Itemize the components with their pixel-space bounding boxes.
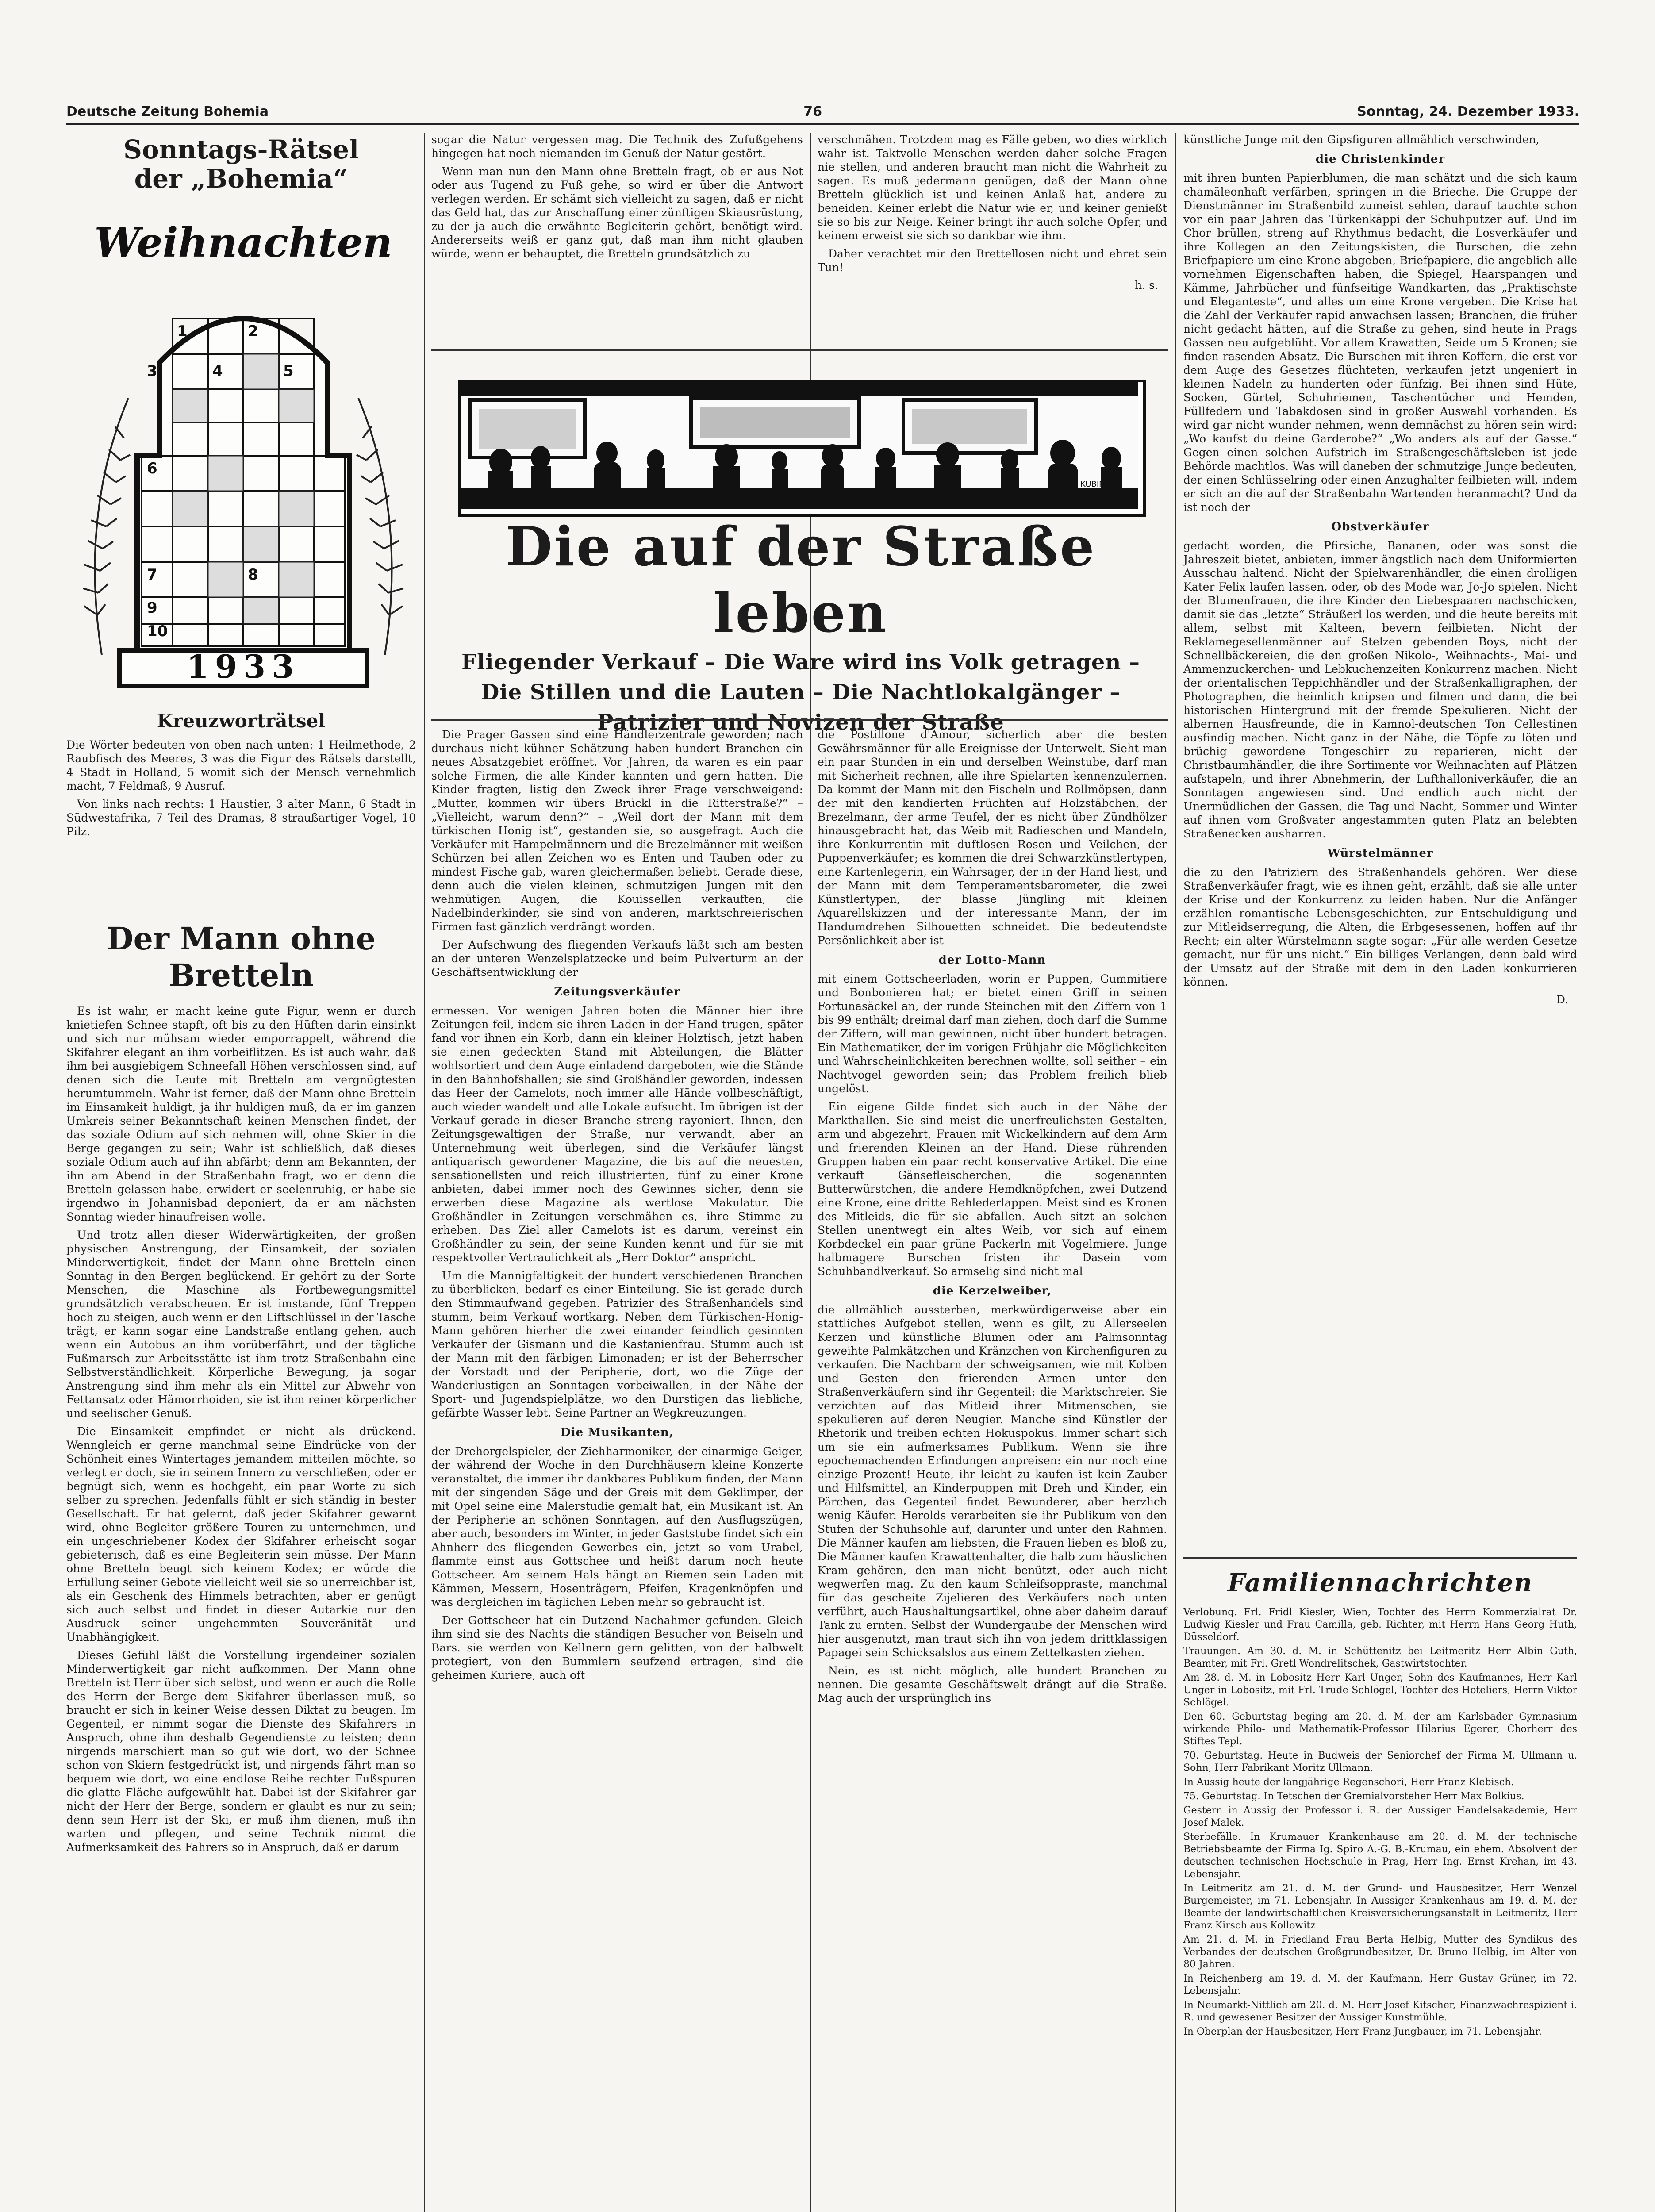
street-scene-image <box>461 382 1138 509</box>
cell-number: 10 <box>147 622 168 640</box>
puzzle-title: Sonntags-Rätsel <box>123 134 359 165</box>
family-notice: 70. Geburtstag. Heute in Budweis der Seniorchef der Firma M. Ullmann u. Sohn, Herr Fabrikant Moritz Ullmann. <box>1183 1750 1577 1774</box>
mann-paragraph: Es ist wahr, er macht keine gute Figur, wenn er durch knietiefen Schnee stapft, oft bis zu den Hüften darin einsinkt und sich nur mühsam wieder emporrappelt, während die Skifahrer elegant an ihm vorbeiflitzen. Es ist auch wahr, daß ihm bei ausgiebigem Schneefall Höhen verschlossen sind, auf denen sich die Leute mit Bretteln am vergnügtesten herumtummeln. Wahr ist ferner, daß der Mann ohne Bretteln im Einsamkeit huldigt, ja ihr huldigen muß, da er im ganzen Umkreis seiner Bekanntschaft keinen Menschen findet, der das soziale Odium auf sich nehmen will, ohne Skier in die Berge gegangen zu sein; Wahr ist schließlich, daß dieses soziale Odium auch auf ihn abfärbt; denn am Bekannten, der ihn am Abend in der Straßenbahn fragt, wo er denn die Bretteln gelassen habe, erwidert er seelenruhig, er habe sie irgendwo in Johannisbad deponiert, da er am nächsten Sonntag wieder hinaufreisen wolle. <box>66 1005 416 1223</box>
strasse-col-b <box>818 728 1167 1709</box>
section-divider <box>1183 1557 1577 1559</box>
mann-title: Der Mann ohne Bretteln <box>106 920 376 994</box>
mann-signature: h. s. <box>1135 279 1158 292</box>
masthead: Deutsche Zeitung Bohemia <box>66 104 269 119</box>
strasse-subhead: Würstelmänner <box>1327 847 1433 860</box>
issue-date: Sonntag, 24. Dezember 1933. <box>1357 104 1579 119</box>
puzzle-section <box>66 135 416 193</box>
kreuzwort-clues-down: Die Wörter bedeuten von oben nach unten: 1 Heilmethode, 2 Raubfisch des Meeres, 3 was die Figur des Rätsels darstellt, 4 Stadt in Holland, 5 womit sich der Mensch vernehmlich macht, 7 Feldmaß, 9 Ausruf. <box>66 738 416 792</box>
family-notice: Verlobung. Frl. Fridl Kiesler, Wien, Tochter des Herrn Kommerzialrat Dr. Ludwig Kiesler und Frau Camilla, geb. Richter, mit Herrn Hans Georg Huth, Düsseldorf. <box>1183 1607 1577 1643</box>
family-notice: Gestern in Aussig der Professor i. R. der Aussiger Handelsakademie, Herr Josef Malek. <box>1183 1805 1577 1828</box>
family-notice: Trauungen. Am 30. d. M. in Schüttenitz bei Leitmeritz Herr Albin Guth, Beamter, mit Frl. Gretl Wondrelitschek, Gastwirtstochter. <box>1183 1646 1577 1669</box>
column-divider <box>424 133 425 2212</box>
family-notice: Sterbefälle. In Krumauer Krankenhause am 20. d. M. der technische Betriebsbeamte der Firma Ig. Spiro A.-G. B.-Krumau, ein ehem. Absolvent der deutschen technischen Hochschule in Prag, Herr Ing. Ernst Krehan, im 43. Lebensjahr. <box>1183 1832 1577 1880</box>
mann-paragraph: verschmähen. Trotzdem mag es Fälle geben, wo dies wirklich wahr ist. Taktvolle Menschen werden daher solche Fragen nie stellen, und anderen braucht man nicht die Wahrheit zu sagen. Es muß jedermann genügen, daß der Mann ohne Bretteln glücklich ist und keinen Anlaß hat, andere zu beneiden. Keiner erlebt die Natur wie er, und keiner genießt sie so bis zur Neige. Keiner bringt ihr auch solche Opfer, und keinem erweist sie sich so dankbar wie ihm. <box>818 133 1167 242</box>
family-notice: Den 60. Geburtstag beging am 20. d. M. der am Karlsbader Gymnasium wirkende Philo- und Mathematik-Professor Hilarius Egerer, Chorherr des Stiftes Tepl. <box>1183 1711 1577 1747</box>
strasse-subhead: Obstverkäufer <box>1331 520 1429 534</box>
family-notice: Am 28. d. M. in Lobositz Herr Karl Unger, Sohn des Kaufmannes, Herr Karl Unger in Lobositz, mit Frl. Trude Schlögel, Tochter des Hoteliers, Herrn Viktor Schlögel. <box>1183 1672 1577 1708</box>
strasse-subhead: Die Musikanten, <box>561 1426 674 1439</box>
section-divider <box>431 349 1168 351</box>
section-divider <box>66 905 416 910</box>
strasse-subhead: die Christenkinder <box>1315 153 1445 166</box>
mann-article-col1 <box>66 916 416 1859</box>
cell-number: 2 <box>248 323 258 340</box>
mann-paragraph: Und trotz allen dieser Widerwärtigkeiten, der großen physischen Anstrengung, der Einsamkeit, der sozialen Minderwertigkeit, findet der Mann ohne Bretteln einen Sonntag in den Bergen beglückend. Er gehört zu der Sorte Menschen, die Maschine als Fortbewegungsmittel grundsätzlich verabscheuen. Er ist imstande, fünf Treppen hoch zu steigen, auch wenn er den Liftschlüssel in der Tasche trägt, er kann sogar eine Landstraße entlang gehen, auch wenn ein Autobus an ihm vorüberfährt, und der tägliche Fußmarsch zur Arbeitsstätte ist ihm trotz Straßenbahn eine Selbstverständlichkeit. Körperliche Bewegung, ja sogar Anstrengung sind ihm mehr als ein Mittel zur Abwehr von Fettansatz oder Hämorrhoiden, sie ist ihm reiner körperlicher und seelischer Genuß. <box>66 1229 416 1420</box>
page-number: 76 <box>803 104 822 119</box>
strasse-headline <box>434 513 1168 736</box>
strasse-col-c <box>1183 133 1577 1006</box>
puzzle-subtitle: der „Bohemia“ <box>134 164 348 194</box>
strasse-paragraph: Der Aufschwung des fliegenden Verkaufs läßt sich am besten an der unteren Wenzelsplatzecke und beim Pulverturm an der Geschäftsentwicklung der <box>431 938 803 979</box>
strasse-paragraph: Der Gottscheer hat ein Dutzend Nachahmer gefunden. Gleich ihm sind sie des Nachts die ständigen Besucher von Beiseln und Bars. sie werden von Kellnern gern gelitten, von der halbwelt protegiert, von den Bummlern seufzend ertragen, sind die geheimen Kuriere, auch oft <box>431 1614 803 1682</box>
mann-paragraph: Wenn man nun den Mann ohne Bretteln fragt, ob er aus Not oder aus Tugend zu Fuß gehe, so wird er über die Antwort verlegen werden. Er schämt sich vielleicht zu sagen, daß er nicht das Geld hat, das zur Anschaffung einer zünftigen Skiausrüstung, zu der ja auch die erwähnte Begleiterin gehört, benötigt wird. Andererseits weiß er ganz gut, daß man ihm nicht glauben würde, wenn er behauptet, die Bretteln grundsätzlich zu <box>431 165 803 260</box>
cell-number: 4 <box>212 362 223 380</box>
strasse-paragraph: Ein eigene Gilde findet sich auch in der Nähe der Markthallen. Sie sind meist die unerfreulichsten Gestalten, arm und abgezehrt, Frauen mit Wickelkindern auf dem Arm und frierenden Kleinen an der Hand. Diese rührenden Gruppen haben ein paar recht konservative Artikel. Die eine verkauft Gänsefleischerchen, die sogenannten Butterwürstchen, die andere Hemdknöpfchen, zwei Dutzend eine Krone, eine dritte Rehlederlappen. Meist sind es Kronen des Mitleids, die für sie abfallen. Auch sitzt an solchen Stellen unentwegt ein altes Weib, vor sich auf einem Korbdeckel ein paar grüne Packerln mit Vogelmiere. Junge halbmagere Burschen fristen ihr Dasein vom Schuhbandlverkauf. So armselig sind nicht mal <box>818 1100 1167 1278</box>
mann-article-col3 <box>818 133 1167 292</box>
mann-paragraph: sogar die Natur vergessen mag. Die Technik des Zufußgehens hingegen hat noch niemanden im Genuß der Natur gestört. <box>431 133 803 160</box>
strasse-paragraph: künstliche Junge mit den Gipsfiguren allmählich verschwinden, <box>1183 133 1540 146</box>
puzzle-script-title: Weihnachten <box>94 219 392 266</box>
strasse-paragraph: die zu den Patriziern des Straßenhandels gehören. Wer diese Straßenverkäufer fragt, wie es ihnen geht, erzählt, daß sie alle unter der Krise und der Konkurrenz zu leiden haben. Nur die Anfänger erzählen romantische Lebensgeschichten, zur Entschuldigung und zur Mitleidserregung, die Alten, die Erbgesessenen, hoffen auf ihr Recht; ein alter Würstelmann sagte sogar: „Für alle werden Gesetze gemacht, nur für uns nicht.“ Ein billiges Verlangen, denn bald wird der Umsatz auf der Straße mit dem in den Laden konkurrieren können. <box>1183 866 1577 988</box>
strasse-title: Die auf der Straße leben <box>505 515 1096 645</box>
familiennachrichten-title: Familiennachrichten <box>1227 1568 1533 1598</box>
family-notice: In Oberplan der Hausbesitzer, Herr Franz Jungbauer, im 71. Lebensjahr. <box>1183 2026 1542 2037</box>
strasse-paragraph: Um die Mannigfaltigkeit der hundert verschiedenen Branchen zu überblicken, bedarf es einer Einteilung. Sie ist gerade durch den Stimmaufwand gegeben. Patrizier des Straßenhandels sind stumm, beim Verkauf wortkarg. Neben dem Türkischen-Honig-Mann gehören hierher die zwei einander feindlich gesinnten Verkäufer der Gismann und die Kastanienfrau. Stumm auch ist der Mann mit den färbigen Limonaden; er ist der Beherrscher der Vorstadt und der Peripherie, dort, wo die Züge der Wanderlustigen an Sonntagen vorbeiwallen, in der Nähe der Sport- und Jugendspielplätze, wo den Durstigen das liebliche, gefärbte Wasser lebt. Seine Partner an Wegkreuzungen. <box>431 1269 803 1419</box>
strasse-paragraph: ermessen. Vor wenigen Jahren boten die Männer hier ihre Zeitungen feil, indem sie ihren Laden in der Hand trugen, später fand vor ihnen ein Korb, dann ein kleiner Holztisch, jetzt haben sie einen gedeckten Stand mit Abteilungen, die Blätter wohlsortiert und dem Auge einladend dargeboten, wie die Stände in den Bahnhofshallen; sie sind Großhändler geworden, indessen das Heer der Camelots, noch immer alle Hände vollbeschäftigt, auch wieder wandelt und alle Lokale aufsucht. Im übrigen ist der Verkauf gerade in dieser Branche streng rayoniert. Ihnen, den Zeitungsgewaltigen der Straße, nur verwandt, aber an Unternehmung weit überlegen, sind die Verkäufer längst antiquarisch gewordener Magazine, die bis auf die neuesten, sensationellsten und reich illustrierten, fünf zu einer Krone anbieten, dabei immer noch des Gewinnes sicher, denn sie erwerben diese Magazine als wertlose Makulatur. Die Großhändler in Zeitungen verschmähen es, ihre Stimme zu erheben. Das Ziel aller Camelots ist es darum, vereinst ein Großhändler zu sein, der seine Kunden kennt und für sie mit respektvoller Vertraulichkeit als „Herr Doktor“ anspricht. <box>431 1004 803 1264</box>
strasse-signature: D. <box>1556 993 1568 1006</box>
family-notice: In Neumarkt-Nittlich am 20. d. M. Herr Josef Kitscher, Finanzwachrespizient i. R. und gewesener Besitzer der Aussiger Kunstmühle. <box>1183 2000 1577 2023</box>
strasse-paragraph: mit einem Gottscheerladen, worin er Puppen, Gummitiere und Bonbonieren hat; er bietet einen Griff in seinen Fortunasäckel an, der runde Steinchen mit den Ziffern von 1 bis 99 enthält; dreimal darf man ziehen, doch darf die Summe der Ziffern, will man gewinnen, nicht über hundert betragen. Ein Mathematiker, der im vorigen Frühjahr die Möglichkeiten und Wahrscheinlichkeiten berechnen wollte, soll seither – ein Nachtvogel geworden sein; das Problem freilich blieb ungelöst. <box>818 972 1167 1095</box>
cell-number: 8 <box>248 566 258 584</box>
crossword-bell-puzzle <box>71 208 416 703</box>
strasse-subhead: Zeitungsverkäufer <box>554 985 680 998</box>
strasse-paragraph: die allmählich aussterben, merkwürdigerweise aber ein stattliches Aufgebot stellen, wenn es gilt, zu Allerseelen Kerzen und künstliche Blumen oder am Palmsonntag geweihte Palmkätzchen und Kränzchen von Kirchenfiguren zu verkaufen. Die Nachbarn der schweigsamen, wie mit Kolben und Gesten den frierenden Armen unter den Straßenverkäufern sind ihr Gegenteil: die Marktschreier. Sie verzichten auf das Mitleid ihrer Mitmenschen, sie spekulieren auf deren Neugier. Manche sind Künstler der Rhetorik und treiben echten Hokuspokus. Immer schart sich um sie ein aufmerksames Publikum. Wenn sie ihre epochemachenden Erfindungen anpreisen: ein nur noch eine einzige Prozent! Heute, ihr leicht zu kaufen ist kein Zauber und Hilfsmittel, an Kinderpuppen mit Dreh und Kinder, ein Pärchen, das Gegenteil findet Bewunderer, aber herzlich wenig Käufer. Herolds verarbeiten sie ihr Publikum von den Stufen der Schuhsohle auf, darunter und unter den Rahmen. Die Männer kaufen am liebsten, die Frauen lieben es bloß zu, Die Männer kaufen Krawattenhalter, die halb zum häuslichen Kram gehören, den man nicht benützt, oder auch nicht wegwerfen mag. Zu den kaum Schleifsoppraste, manchmal für das gescheite Zijelieren des Verkäufers nach unten verführt, auch Haushaltungsartikel, ohne aber daheim darauf Tank zu ernten. Selbst der Wundergaube der Menschen wird hier ausgenutzt, man traut sich ihn von jedem drittklassigen Papagei sein Schicksalslos aus einem Zettelkasten ziehen. <box>818 1303 1167 1659</box>
street-illustration <box>458 380 1146 517</box>
header-rule <box>66 123 1579 125</box>
strasse-paragraph: mit ihren bunten Papierblumen, die man schätzt und die sich kaum chamäleonhaft verfärben, springen in die Brieche. Die Gruppe der Dienstmänner im Straßenbild zumeist sehlen, darauf tauchte schon vor ein paar Jahren das Türkenkäppi der Schuhputzer auf. Und im Chor brüllen, streng auf Rhythmus bedacht, die Losverkäufer und ihre Kollegen an den Zeitungskisten, die Burschen, die zehn Briefpapiere um eine Krone abgeben, Briefpapiere, die angeblich alle vornehmen Eigenschaften haben, die Spiegel, Haarspangen und Kämme, Jahrbücher und fünfseitige Wandkarten, das „Praktischste und Eleganteste“, und alles um eine Krone vergeben. Die Krise hat die Zahl der Verkäufer rapid anwachsen lassen; Branchen, die früher nicht gedacht hätten, auf die Straße zu gehen, sind heute in Prags Gassen neu aufgeblüht. Vor allem Krawatten, Seide um 5 Kronen; sie finden rasenden Absatz. Die Burschen mit ihren Koffern, die erst vor dem Auge des Gesetzes flüchteten, verkaufen jetzt ungeniert in kleinen Nadeln zu hunderten oder fünfzig. Bei ihnen sind Hüte, Socken, Gürtel, Schuhriemen, Taschentücher und Hemden, Füllfedern und Tabakdosen sind in großer Auswahl vorhanden. Es wird gar nicht wunder nehmen, wenn demnächst zu hören sein wird: „Wo kaufst du deine Garderobe?“ „Wo anders als auf der Gasse.“ Gegen einen solchen Aufstrich im Straßengeschäftsleben ist jede Behörde machtlos. Was will daneben der schmutzige Junge bedeuten, der einen Schlüsselring oder einen Anzughalter feilbieten will, indem er sich an die auf der Straßenbahn Wartenden heranmacht? Und da ist noch der <box>1183 172 1577 514</box>
family-notice: 75. Geburtstag. In Tetschen der Gremialvorsteher Herr Max Bolkius. <box>1183 1791 1524 1802</box>
kreuzwort-clues-across: Von links nach rechts: 1 Haustier, 3 alter Mann, 6 Stadt in Südwestafrika, 7 Teil des Dramas, 8 straußartiger Vogel, 10 Pilz. <box>66 798 416 838</box>
mann-paragraph: Die Einsamkeit empfindet er nicht als drückend. Wenngleich er gerne manchmal seine Eindrücke von der Schönheit eines Wintertages jemandem mitteilen möchte, so verlegt er doch, sie in seinem Innern zu verschließen, oder er begnügt sich, wenn es hochgeht, ein paar Worte zu sich selber zu sprechen. Jedenfalls fühlt er sich ständig in bester Gesellschaft. Er hat gelernt, daß jeder Skifahrer gewarnt wird, ohne Begleiter größere Touren zu unternehmen, und ein ungeschriebener Kodex der Skifahrer erheischt sogar gebieterisch, daß es eine Begleiterin sein müsse. Der Mann ohne Bretteln beugt sich keinem Kodex; er würde die Erfüllung seiner Gebote vielleicht weil sie so unerreichbar ist, als ein Geschenk des Himmels betrachten, aber er genügt sich auch selbst und findet in dieser Autarkie nur den Ausdruck seiner ungehemmten Souveränität und Unabhängigkeit. <box>66 1425 416 1644</box>
strasse-paragraph: Nein, es ist nicht möglich, alle hundert Branchen zu nennen. Die gesamte Geschäftswelt drängt auf die Straße. Mag auch der ursprünglich ins <box>818 1664 1167 1705</box>
strasse-paragraph: der Drehorgelspieler, der Ziehharmoniker, der einarmige Geiger, der während der Woche in den Durchhäusern kleine Konzerte veranstaltet, die immer ihr dankbares Publikum finden, der Mann mit der singenden Säge und der Greis mit dem Geklimper, der mit Opel seine eine Malerstudie gemalt hat, ein Musikant ist. An der Peripherie an schönen Sonntagen, auf den Ausflugszügen, aber auch, besonders im Winter, in jeder Gaststube findet sich ein Ahnherr des fliegenden Gewerbes ein, jetzt so vom Urabel, flammte einst aus Gottschee und heißt darum noch heute Gottscheer. Am seinem Hals hängt an Riemen sein Laden mit Kämmen, Messern, Hosenträgern, Pfeifen, Kragenknöpfen und was dergleichen im täglichen Leben mehr so gebraucht ist. <box>431 1445 803 1609</box>
strasse-subtitle: Fliegender Verkauf – Die Ware wird ins Volk getragen – <box>461 650 1140 675</box>
illustration-signature: KUBIN <box>1080 480 1105 489</box>
strasse-paragraph: Die Prager Gassen sind eine Händlerzentrale geworden; nach durchaus nicht kühner Schätzung haben hundert Branchen ein neues Absatzgebiet eröffnet. Vor Jahren, da waren es ein paar solche Firmen, die alle Kinder kannten und gern hatten. Die Kinder fragten, listig den Zweck ihrer Frage verschweigend: „Mutter, kommen wir übers Brückl in die Ritterstraße?“ – „Vielleicht, warum denn?“ – „Weil dort der Mann mit dem türkischen Honig ist“, gestanden sie, so ausgefragt. Auch die Verkäufer mit Hampelmännern und die Brezelmänner mit weißen Schürzen bei allen Zeichen wo es Enten und Tauben oder zu mindest Fische gab, waren gleichermaßen beliebt. Gerade diese, denn auch die vielen kleinen, schmutzigen Jungen mit den wehmütigen Augen, die Kouissellen verkauften, die Nadelbinderkinder, sie sind von anderen, marktschreierischen Firmen fast gänzlich verdrängt worden. <box>431 728 803 933</box>
family-notice: Am 21. d. M. in Friedland Frau Berta Helbig, Mutter des Syndikus des Verbandes der deutschen Großgrundbesitzer, Dr. Bruno Helbig, im Alter von 80 Jahren. <box>1183 1934 1577 1970</box>
family-notice: In Leitmeritz am 21. d. M. der Grund- und Hausbesitzer, Herr Wenzel Burgemeister, im 71. Lebensjahr. In Aussiger Krankenhaus am 19. d. M. der Beamte der landwirtschaftlichen Kreisversicherungsanstalt in Leitmeritz, Herr Franz Kirsch aus Kollowitz. <box>1183 1883 1577 1931</box>
strasse-subhead: der Lotto-Mann <box>938 953 1046 967</box>
strasse-col-a <box>431 728 803 1686</box>
strasse-subhead: die Kerzelweiber, <box>933 1284 1052 1298</box>
strasse-paragraph: die Postillone d'Amour, sicherlich aber die besten Gewährsmänner für alle Ereignisse der Unterwelt. Sieht man ein paar Stunden in ein und derselben Weinstube, darf man mit Sicherheit rechnen, alle ihre Spielarten kennenzulernen. Da kommt der Mann mit den Fischeln und Rollmöpsen, dann der mit den kandierten Früchten auf Holzstäbchen, der Brezelmann, der arme Teufel, der es nicht über Zündhölzer hinausgebracht hat, das Weib mit Radieschen und Mandeln, ihre Konkurrentin mit duftlosen Rosen und Veilchen, der Puppenverkäufer; es kommen die drei Schwarzkünstlertypen, eine Kartenlegerin, ein Wahrsager, der in der Hand liest, und der Mann mit dem Temperamentsbarometer, die zwei Künstlertypen, der blasse Jüngling mit kleinen Aquarellskizzen und der interessante Mann, der im Handumdrehen Silhouetten schneidet. Die bedeutendste Persönlichkeit aber ist <box>818 728 1167 947</box>
mann-article-col2 <box>431 133 803 265</box>
pine-branch-left-icon <box>83 398 130 655</box>
family-notice: In Reichenberg am 19. d. M. der Kaufmann, Herr Gustav Grüner, im 72. Lebensjahr. <box>1183 1973 1577 1997</box>
column-divider <box>1175 133 1176 2212</box>
cell-number: 6 <box>147 460 157 477</box>
cell-number: 5 <box>283 362 294 380</box>
cell-number: 3 <box>147 362 157 380</box>
page-header <box>66 93 1579 119</box>
pine-branch-right-icon <box>357 398 403 655</box>
strasse-subtitle: Die Stillen und die Lauten – Die Nachtlokalgänger – <box>480 680 1121 705</box>
mann-paragraph: Dieses Gefühl läßt die Vorstellung irgendeiner sozialen Minderwertigkeit gar nicht aufkommen. Der Mann ohne Bretteln ist Herr über sich selbst, und wenn er auch die Rolle des Herrn der Berge dem Skifahrer überlassen muß, so braucht er sich in keiner Weise dessen Diktat zu beugen. Im Gegenteil, er nimmt sogar die Dienste des Skifahrers in Anspruch, ohne ihm deshalb Gegendienste zu leisten; denn nirgends marschiert man so gut wie dort, wo der Schnee schon von Skiern festgedrückt ist, und nirgends fährt man so bequem wie dort, wo eine endlose Reihe rechter Fußspuren die glatte Fläche aufgewühlt hat. Dabei ist der Skifahrer gar nicht der Herr der Berge, sondern er glaubt es nur zu sein; denn sein Herr ist der Ski, er muß ihm dienen, muß ihn warten und pflegen, und seine Technik nimmt die Aufmerksamkeit des Fahrers so in Anspruch, daß er darum <box>66 1649 416 1854</box>
strasse-subtitle: Patrizier und Novizen der Straße <box>597 710 1004 735</box>
familiennachrichten-section <box>1183 1568 1577 2040</box>
puzzle-year: 1933 <box>186 648 300 685</box>
kreuzwort-section <box>66 706 416 843</box>
strasse-paragraph: gedacht worden, die Pfirsiche, Bananen, oder was sonst die Jahreszeit bietet, anbieten, immer ängstlich nach dem Uniformierten Ausschau haltend. Nicht der Spielwarenhändler, die einen drolligen Kater Felix laufen lassen, oder, ob des Mode war, Jo-Jo spielen. Nicht der Blumenfrauen, die ihre Kinder den Liebespaaren nachschicken, damit sie das „letzte“ Sträußerl los werden, und die heute bereits mit allem, selbst mit Kalteen, bevern feilbieten. Nicht der Reklamegesellenmänner auf Stelzen gebenden Boys, nicht der Schnellbäckereien, die den großen Nikolo-, Weihnachts-, Mai- und Ammenzuckerchen- und Lebkuchenzeiten Konkurrenz machen. Nicht der orientalischen Teppichhändler und der Straßenkalligraphen, der Photographen, die heimlich knipsen und filmen und dann, die bei historischen Hintergrund mit der fremde Spekulieren. Nicht der albernen Hausfreunde, die in Kamnol-deutschen Ton Cellestinen ausfindig machen. Nicht ganz in der Nähe, die Töpfe zu löten und brüchig gewordene Tongeschirr zu reparieren, nicht der Christbaumhändler, die ihre Sortimente vor Weihnachten auf Plätzen aufstapeln, und ihrer Abnehmerin, der Lufthalloniverkäufer, die an Sonntagen angewiesen sind. Und endlich auch nicht der Unermüdlichen der Gassen, die Tag und Nacht, Sommer und Winter auf ihnen vom Großvater angestammten guten Platz an belebten Straßenecken ausharren. <box>1183 539 1577 840</box>
mann-paragraph: Daher verachtet mir den Brettellosen nicht und ehret sein Tun! <box>818 247 1167 274</box>
cell-number: 1 <box>177 323 188 340</box>
cell-number: 7 <box>147 566 157 584</box>
cell-number: 9 <box>147 599 157 617</box>
kreuzwort-title: Kreuzworträtsel <box>157 710 326 732</box>
family-notice: In Aussig heute der langjährige Regenschori, Herr Franz Klebisch. <box>1183 1777 1514 1788</box>
section-divider <box>431 719 1168 721</box>
